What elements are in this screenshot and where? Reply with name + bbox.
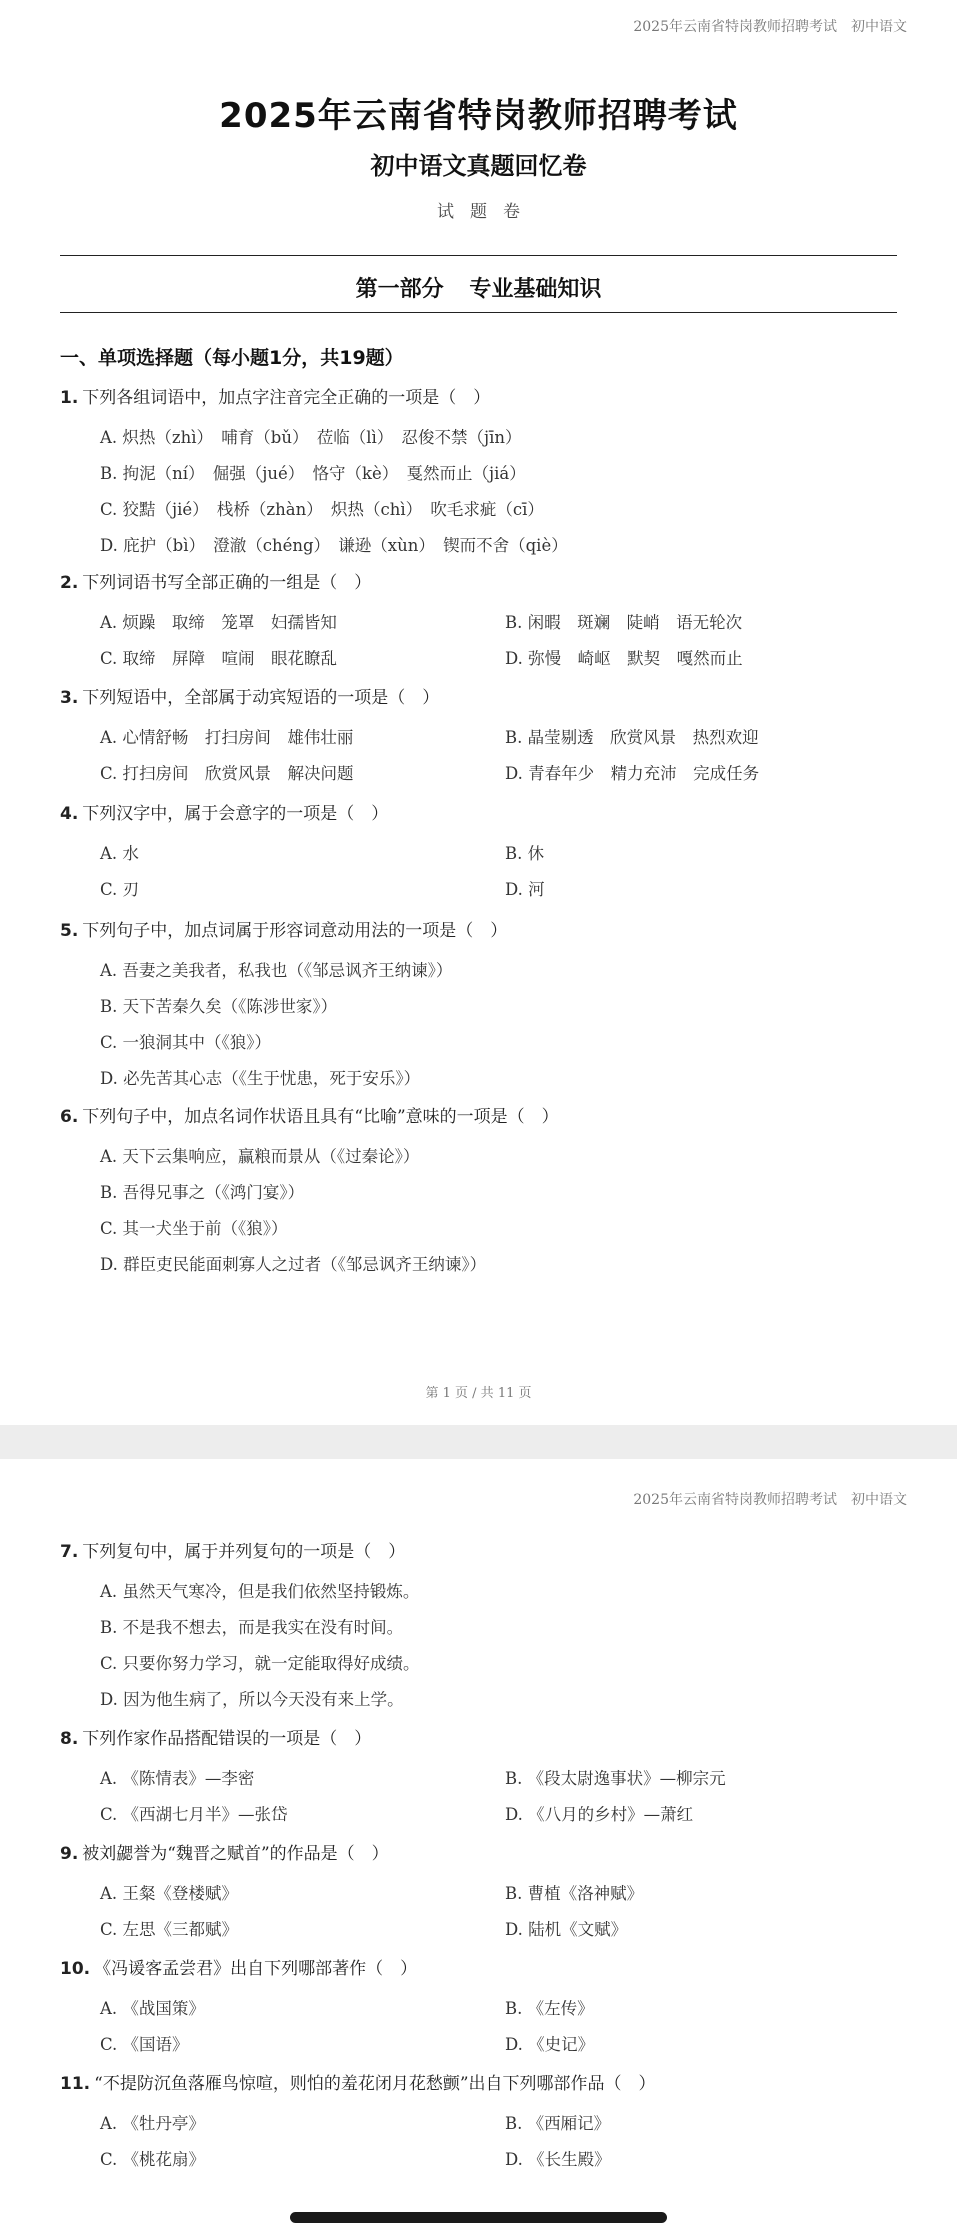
- option-b: B. 吾得兄事之（《鸿门宴》）: [100, 1183, 305, 1202]
- option-row: [60, 1608, 910, 1644]
- option-row: [60, 1680, 910, 1716]
- option-row: [60, 1059, 910, 1095]
- option-row: [60, 1023, 910, 1059]
- option-d: D. 《长生殿》: [505, 2150, 611, 2169]
- question-number: 9.: [60, 1844, 79, 1864]
- question-text: 下列短语中，全部属于动宾短语的一项是（ ）: [82, 688, 440, 708]
- option-row: [60, 951, 910, 987]
- running-header: [633, 1489, 907, 1509]
- page-separator: [0, 1425, 957, 1459]
- option-c: C. 一狼洞其中（《狼》）: [100, 1033, 272, 1052]
- page-footer: 第 1 页 / 共 11 页: [425, 1386, 532, 1401]
- question-text: 下列各组词语中，加点字注音完全正确的一项是（ ）: [82, 388, 491, 408]
- option-d: D. 《史记》: [505, 2035, 595, 2054]
- question-number: 8.: [60, 1729, 79, 1749]
- question-text: 下列复句中，属于并列复句的一项是（ ）: [82, 1542, 406, 1562]
- page-2: [0, 1459, 957, 2237]
- option-d: D. 弥慢 崎岖 默契 嘎然而止: [505, 649, 743, 668]
- option-row: [60, 1644, 910, 1680]
- question-text: 下列汉字中，属于会意字的一项是（ ）: [82, 804, 389, 824]
- question-10: [60, 1957, 910, 2061]
- option-a: A. 烦躁 取缔 笼罩 妇孺皆知: [100, 613, 337, 632]
- option-b: B. 曹植《洛神赋》: [505, 1884, 644, 1903]
- question-number: 5.: [60, 921, 79, 941]
- question-6: [60, 1105, 910, 1281]
- question-2: [60, 571, 910, 675]
- question-stem: [60, 2072, 910, 2096]
- option-row: [60, 1173, 910, 1209]
- question-number: 3.: [60, 688, 79, 708]
- option-b: B. 拘泥（ní） 倔强（jué） 恪守（kè） 戛然而止（jiá）: [100, 464, 526, 483]
- question-number: 10.: [60, 1959, 91, 1979]
- option-row: [60, 1989, 910, 2025]
- option-row: [60, 718, 910, 754]
- running-header-exam: 2025年云南省特岗教师招聘考试: [633, 19, 837, 35]
- question-text: 下列句子中，加点词属于形容词意动用法的一项是（ ）: [82, 921, 508, 941]
- question-number: 2.: [60, 573, 79, 593]
- question-1: [60, 386, 910, 562]
- option-b: B. 闲暇 斑斓 陡峭 语无轮次: [505, 613, 743, 632]
- option-row: [60, 1910, 910, 1946]
- running-header-subject: 初中语文: [851, 1492, 907, 1508]
- question-11: [60, 2072, 910, 2176]
- running-header-subject: 初中语文: [851, 19, 907, 35]
- option-row: [60, 490, 910, 526]
- option-row: [60, 870, 910, 906]
- paper-tag: 试题卷: [437, 202, 536, 222]
- option-row: [60, 2140, 910, 2176]
- running-header: [633, 16, 907, 36]
- option-c: C. 其一犬坐于前（《狼》）: [100, 1219, 288, 1238]
- main-title: 2025年云南省特岗教师招聘考试: [219, 96, 738, 136]
- option-row: [60, 1137, 910, 1173]
- question-stem: [60, 919, 910, 943]
- question-stem: [60, 1105, 910, 1129]
- option-d: D. 青春年少 精力充沛 完成任务: [505, 764, 760, 783]
- option-row: [60, 987, 910, 1023]
- option-row: [60, 2025, 910, 2061]
- option-d: D. 必先苦其心志（《生于忧患，死于安乐》）: [100, 1069, 421, 1088]
- option-b: B. 天下苦秦久矣（《陈涉世家》）: [100, 997, 338, 1016]
- option-row: [60, 639, 910, 675]
- option-a: A. 水: [100, 844, 139, 863]
- option-row: [60, 1572, 910, 1608]
- option-d: D. 《八月的乡村》—萧红: [505, 1805, 694, 1824]
- option-row: [60, 526, 910, 562]
- option-row: [60, 1759, 910, 1795]
- option-a: A. 虽然天气寒冷，但是我们依然坚持锻炼。: [100, 1582, 420, 1601]
- option-b: B. 休: [505, 844, 545, 863]
- question-text: 被刘勰誉为“魏晋之赋首”的作品是（ ）: [82, 1844, 389, 1864]
- question-number: 11.: [60, 2074, 91, 2094]
- question-text: 下列句子中，加点名词作状语且具有“比喻”意味的一项是（ ）: [82, 1107, 559, 1127]
- option-row: [60, 418, 910, 454]
- option-row: [60, 834, 910, 870]
- option-c: C. 取缔 屏障 喧闹 眼花瞭乱: [100, 649, 338, 668]
- option-c: C. 刃: [100, 880, 140, 899]
- option-d: D. 河: [505, 880, 545, 899]
- option-row: [60, 454, 910, 490]
- option-d: D. 庇护（bì） 澄澈（chéng） 谦逊（xùn） 锲而不舍（qiè）: [100, 536, 568, 555]
- part-title: 第一部分 专业基础知识: [355, 277, 602, 302]
- option-b: B. 《左传》: [505, 1999, 594, 2018]
- question-5: [60, 919, 910, 1095]
- option-d: D. 因为他生病了，所以今天没有来上学。: [100, 1690, 404, 1709]
- question-3: [60, 686, 910, 790]
- option-row: [60, 1795, 910, 1831]
- option-b: B. 《段太尉逸事状》—柳宗元: [505, 1769, 726, 1788]
- running-header-exam: 2025年云南省特岗教师招聘考试: [633, 1492, 837, 1508]
- question-stem: [60, 1842, 910, 1866]
- question-stem: [60, 386, 910, 410]
- question-stem: [60, 802, 910, 826]
- part-rule-bottom: [60, 312, 897, 313]
- question-9: [60, 1842, 910, 1946]
- option-a: A. 《牡丹亭》: [100, 2114, 205, 2133]
- option-d: D. 群臣吏民能面刺寡人之过者（《邹忌讽齐王纳谏》）: [100, 1255, 487, 1274]
- option-d: D. 陆机《文赋》: [505, 1920, 628, 1939]
- option-c: C. 《西湖七月半》—张岱: [100, 1805, 288, 1824]
- option-b: B. 晶莹剔透 欣赏风景 热烈欢迎: [505, 728, 759, 747]
- question-stem: [60, 686, 910, 710]
- option-a: A. 心情舒畅 打扫房间 雄伟壮丽: [100, 728, 354, 747]
- question-text: “不提防沉鱼落雁鸟惊喧，则怕的羞花闭月花愁颤”出自下列哪部作品（ ）: [94, 2074, 656, 2094]
- question-8: [60, 1727, 910, 1831]
- question-number: 1.: [60, 388, 79, 408]
- option-a: A. 《战国策》: [100, 1999, 205, 2018]
- question-number: 6.: [60, 1107, 79, 1127]
- part-rule-top: [60, 255, 897, 256]
- option-b: B. 《西厢记》: [505, 2114, 611, 2133]
- option-row: [60, 603, 910, 639]
- sub-title: 初中语文真题回忆卷: [370, 152, 587, 180]
- question-7: [60, 1540, 910, 1716]
- home-indicator[interactable]: [290, 2212, 667, 2223]
- question-stem: [60, 1727, 910, 1751]
- option-c: C. 《桃花扇》: [100, 2150, 206, 2169]
- option-c: C. 只要你努力学习，就一定能取得好成绩。: [100, 1654, 420, 1673]
- question-stem: [60, 571, 910, 595]
- question-number: 7.: [60, 1542, 79, 1562]
- question-text: 《冯谖客孟尝君》出自下列哪部著作（ ）: [94, 1959, 418, 1979]
- option-row: [60, 2104, 910, 2140]
- option-c: C. 狡黠（jié） 栈桥（zhàn） 炽热（chì） 吹毛求疵（cī）: [100, 500, 544, 519]
- option-row: [60, 1245, 910, 1281]
- option-a: A. 天下云集响应，赢粮而景从（《过秦论》）: [100, 1147, 420, 1166]
- option-a: A. 《陈情表》—李密: [100, 1769, 255, 1788]
- option-a: A. 炽热（zhì） 哺育（bǔ） 莅临（lì） 忍俊不禁（jīn）: [100, 428, 522, 447]
- section-title: 一、单项选择题（每小题1分，共19题）: [60, 347, 404, 369]
- option-b: B. 不是我不想去，而是我实在没有时间。: [100, 1618, 404, 1637]
- option-a: A. 吾妻之美我者，私我也（《邹忌讽齐王纳谏》）: [100, 961, 453, 980]
- option-row: [60, 1874, 910, 1910]
- question-number: 4.: [60, 804, 79, 824]
- question-4: [60, 802, 910, 906]
- option-a: A. 王粲《登楼赋》: [100, 1884, 238, 1903]
- question-text: 下列作家作品搭配错误的一项是（ ）: [82, 1729, 372, 1749]
- question-stem: [60, 1540, 910, 1564]
- option-c: C. 打扫房间 欣赏风景 解决问题: [100, 764, 354, 783]
- option-c: C. 左思《三都赋》: [100, 1920, 239, 1939]
- option-c: C. 《国语》: [100, 2035, 189, 2054]
- option-row: [60, 1209, 910, 1245]
- question-stem: [60, 1957, 910, 1981]
- question-text: 下列词语书写全部正确的一组是（ ）: [82, 573, 372, 593]
- option-row: [60, 754, 910, 790]
